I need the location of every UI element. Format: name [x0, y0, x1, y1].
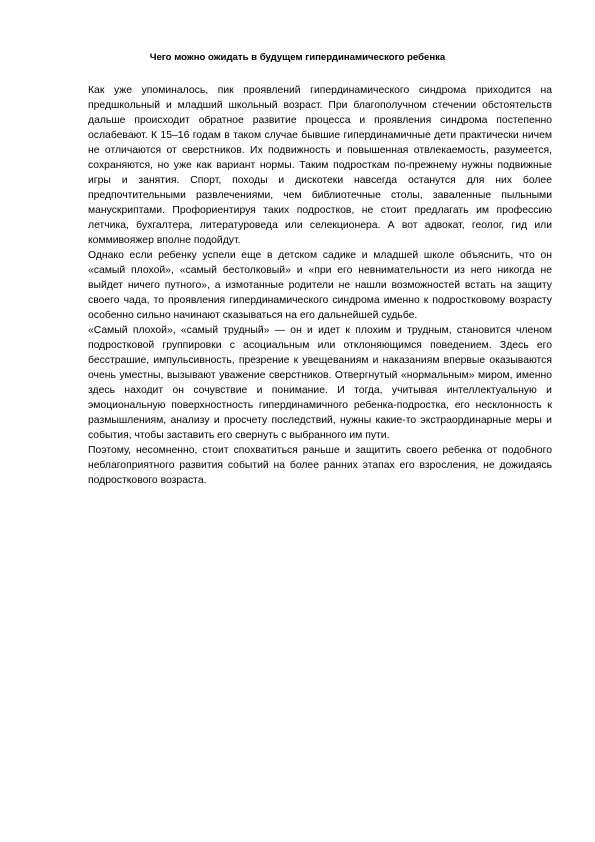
- paragraph-4: Поэтому, несомненно, стоит спохватиться раньше и защитить своего ребенка от подобного неблагоприятного развития событий на более ранних этапах его взросления, не дожидаясь подросткового возраста.: [88, 445, 552, 486]
- document-body: [88, 83, 552, 488]
- paragraph-3: «Самый плохой», «самый трудный» — он и идет к плохим и трудным, становится членом подростковой группировки с асоциальным или отклоняющимся поведением. Здесь его бесстрашие, импульсивность, презрение к увещеваниям и наказаниям впервые оказываются очень уместны, вызывают уважение сверстников. Отвергнутый «нормальным» миром, именно здесь находит он сочувствие и понимание. И тогда, учитывая интеллектуальную и эмоциональную поверхностность гипердинамичного ребенка-подростка, его несклонность к размышлениям, анализу и просчету последствий, нужны какие-то экстраординарные меры и события, чтобы заставить его свернуть с выбранного им пути.: [88, 325, 552, 441]
- document-title: Чего можно ожидать в будущем гипердинамического ребенка: [149, 52, 446, 63]
- paragraph-1: Как уже упоминалось, пик проявлений гипердинамического синдрома приходится на предшкольный и младший школьный возраст. При благополучном стечении обстоятельств дальше происходит обратное развитие процесса и проявления синдрома постепенно ослабевают. К 15–16 годам в таком случае бывшие гипердинамичные дети практически ничем не отличаются от сверстников. Их подвижность и повышенная отвлекаемость, разумеется, сохраняются, но уже как вариант нормы. Таким подросткам по-прежнему нужны подвижные игры и занятия. Спорт, походы и дискотеки навсегда останутся для них более предпочтительными развлечениями, чем библиотечные столы, заваленные пыльными манускриптами. Профориентируя таких подростков, не стоит предлагать им профессию летчика, бухгалтера, литературоведа или селекционера. А вот адвокат, геолог, гид или коммивояжер вполне подойдут.: [88, 85, 552, 246]
- paragraph-2: Однако если ребенку успели еще в детском садике и младшей школе объяснить, что он «самый плохой», «самый бестолковый» и «при его невнимательности из него никогда не выйдет ничего путного», а измотанные родители не нашли возможностей встать на защиту своего чада, то проявления гипердинамического синдрома именно к подростковому возрасту особенно сильно начинают сказываться на его дальнейшей судьбе.: [88, 250, 552, 321]
